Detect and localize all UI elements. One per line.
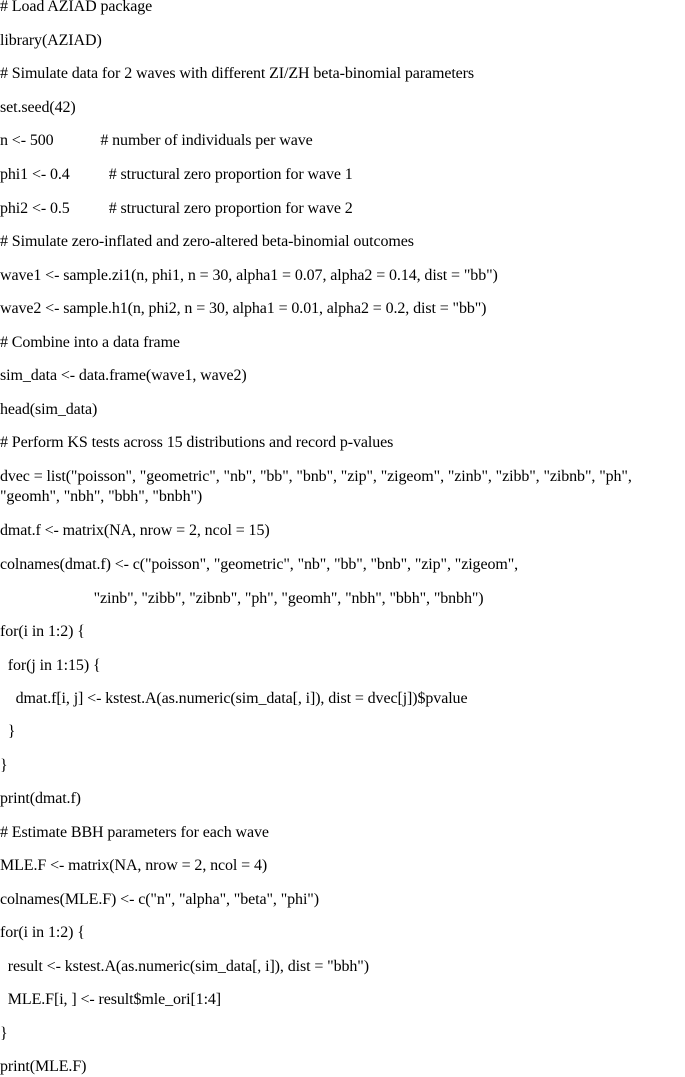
code-line: for(i in 1:2) {: [0, 623, 85, 640]
code-comment: # Simulate data for 2 waves with different ZI/ZH beta-binomial parameters: [0, 65, 475, 82]
code-line: }: [0, 1025, 8, 1042]
code-line: dvec = list("poisson", "geometric", "nb", "bb", "bnb", "zip", "zigeom", "zinb", "zibb", "zibnb", "ph", "geomh", "nbh", "bbh", "bnbh"): [0, 468, 632, 505]
code-comment: # Estimate BBH parameters for each wave: [0, 824, 269, 841]
code-line: head(sim_data): [0, 401, 98, 418]
code-comment: # Combine into a data frame: [0, 334, 180, 351]
code-line: library(AZIAD): [0, 32, 102, 49]
code-line: dmat.f <- matrix(NA, nrow = 2, ncol = 15): [0, 522, 270, 539]
code-line: print(MLE.F): [0, 1058, 87, 1075]
code-line: dmat.f[i, j] <- kstest.A(as.numeric(sim_data[, i]), dist = dvec[j])$pvalue: [0, 690, 468, 707]
code-line: for(j in 1:15) {: [0, 657, 101, 674]
code-line: n <- 500 # number of individuals per wave: [0, 132, 313, 149]
code-comment: # Load AZIAD package: [0, 0, 153, 15]
code-line: colnames(dmat.f) <- c("poisson", "geometric", "nb", "bb", "bnb", "zip", "zigeom",: [0, 556, 519, 573]
code-line: result <- kstest.A(as.numeric(sim_data[, i]), dist = "bbh"): [0, 958, 369, 975]
code-line: }: [0, 723, 16, 740]
code-line: print(dmat.f): [0, 790, 81, 807]
code-line: "zinb", "zibb", "zibnb", "ph", "geomh", "nbh", "bbh", "bnbh"): [0, 590, 484, 607]
code-line: phi1 <- 0.4 # structural zero proportion for wave 1: [0, 166, 353, 183]
code-comment: # Simulate zero-inflated and zero-altered beta-binomial outcomes: [0, 233, 414, 250]
code-line: colnames(MLE.F) <- c("n", "alpha", "beta", "phi"): [0, 891, 319, 908]
code-line: for(i in 1:2) {: [0, 924, 85, 941]
code-line: wave1 <- sample.zi1(n, phi1, n = 30, alpha1 = 0.07, alpha2 = 0.14, dist = "bb"): [0, 267, 498, 284]
code-line: MLE.F[i, ] <- result$mle_ori[1:4]: [0, 991, 222, 1008]
code-line: sim_data <- data.frame(wave1, wave2): [0, 367, 247, 384]
code-line: wave2 <- sample.h1(n, phi2, n = 30, alpha1 = 0.01, alpha2 = 0.2, dist = "bb"): [0, 300, 487, 317]
code-comment: # Perform KS tests across 15 distributions and record p-values: [0, 434, 394, 451]
code-line: }: [0, 757, 8, 774]
code-line: set.seed(42): [0, 99, 76, 116]
code-line: phi2 <- 0.5 # structural zero proportion for wave 2: [0, 200, 353, 217]
code-line: MLE.F <- matrix(NA, nrow = 2, ncol = 4): [0, 857, 268, 874]
